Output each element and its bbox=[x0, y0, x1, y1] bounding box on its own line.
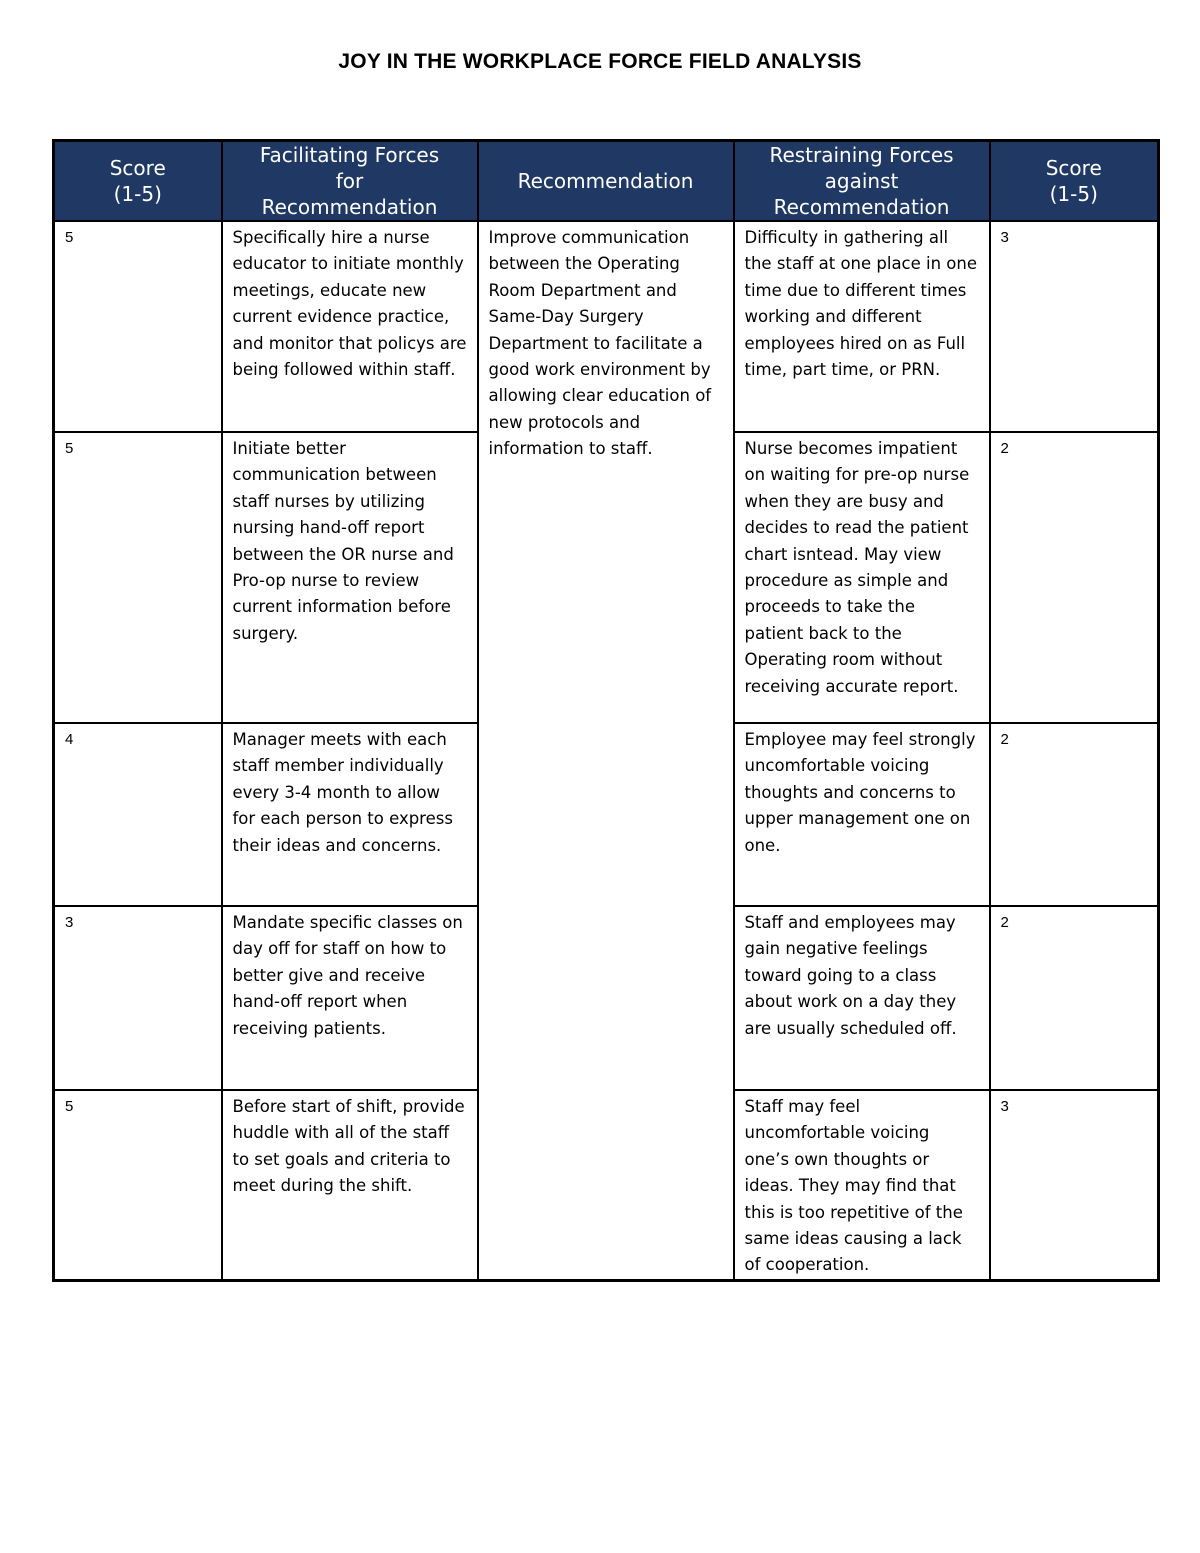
header-facilitating-line-3: Recommendation bbox=[261, 195, 438, 219]
score-right-cell: 2 bbox=[990, 432, 1159, 723]
force-field-table bbox=[52, 139, 1160, 1282]
header-score-left bbox=[54, 141, 222, 222]
header-facilitating-line-2: for bbox=[335, 169, 364, 193]
header-score-left-range: (1-5) bbox=[113, 182, 162, 206]
document-title: JOY IN THE WORKPLACE FORCE FIELD ANALYSIS bbox=[338, 50, 862, 73]
score-left-cell: 5 bbox=[54, 432, 222, 723]
score-left-cell: 5 bbox=[54, 221, 222, 432]
header-restraining-forces bbox=[734, 141, 990, 222]
header-facilitating-line-1: Facilitating Forces bbox=[259, 143, 440, 167]
restraining-force-cell: Employee may feel strongly uncomfortable voicing thoughts and concerns to upper management one on one. bbox=[734, 723, 990, 906]
restraining-force-cell: Staff may feel uncomfortable voicing one’s own thoughts or ideas. They may find that this is too repetitive of the same ideas causing a lack of cooperation. bbox=[734, 1090, 990, 1280]
header-restraining-line-3: Recommendation bbox=[773, 195, 950, 219]
header-score-right bbox=[990, 141, 1159, 222]
score-right-cell: 2 bbox=[990, 906, 1159, 1090]
score-right-cell: 3 bbox=[990, 1090, 1159, 1280]
score-right-cell: 2 bbox=[990, 723, 1159, 906]
header-restraining-line-2: against bbox=[824, 169, 899, 193]
score-left-cell: 5 bbox=[54, 1090, 222, 1280]
facilitating-force-cell: Manager meets with each staff member individually every 3-4 month to allow for each person to express their ideas and concerns. bbox=[222, 723, 478, 906]
header-score-left-line: Score bbox=[109, 156, 166, 180]
header-facilitating-forces bbox=[222, 141, 478, 222]
header-restraining-line-1: Restraining Forces bbox=[769, 143, 954, 167]
restraining-force-cell: Staff and employees may gain negative feelings toward going to a class about work on a day they are usually scheduled off. bbox=[734, 906, 990, 1090]
header-score-right-range: (1-5) bbox=[1049, 182, 1098, 206]
restraining-force-cell: Difficulty in gathering all the staff at one place in one time due to different times working and different employees hired on as Full time, part time, or PRN. bbox=[734, 221, 990, 432]
facilitating-force-cell: Mandate specific classes on day off for staff on how to better give and receive hand-off report when receiving patients. bbox=[222, 906, 478, 1090]
header-recommendation: Recommendation bbox=[478, 141, 734, 222]
header-row bbox=[54, 141, 1159, 222]
score-left-cell: 3 bbox=[54, 906, 222, 1090]
facilitating-force-cell: Before start of shift, provide huddle with all of the staff to set goals and criteria to meet during the shift. bbox=[222, 1090, 478, 1280]
table-row bbox=[54, 221, 1159, 432]
score-right-cell: 3 bbox=[990, 221, 1159, 432]
score-left-cell: 4 bbox=[54, 723, 222, 906]
recommendation-cell: Improve communication between the Operating Room Department and Same-Day Surgery Department to facilitate a good work environment by allowing clear education of new protocols and information to staff. bbox=[478, 221, 734, 1280]
facilitating-force-cell: Initiate better communication between staff nurses by utilizing nursing hand-off report between the OR nurse and Pro-op nurse to review current information before surgery. bbox=[222, 432, 478, 723]
header-score-right-line: Score bbox=[1045, 156, 1102, 180]
restraining-force-cell: Nurse becomes impatient on waiting for pre-op nurse when they are busy and decides to read the patient chart isntead. May view procedure as simple and proceeds to take the patient back to the Operating room without receiving accurate report. bbox=[734, 432, 990, 723]
facilitating-force-cell: Specifically hire a nurse educator to initiate monthly meetings, educate new current evidence practice, and monitor that policys are being followed within staff. bbox=[222, 221, 478, 432]
